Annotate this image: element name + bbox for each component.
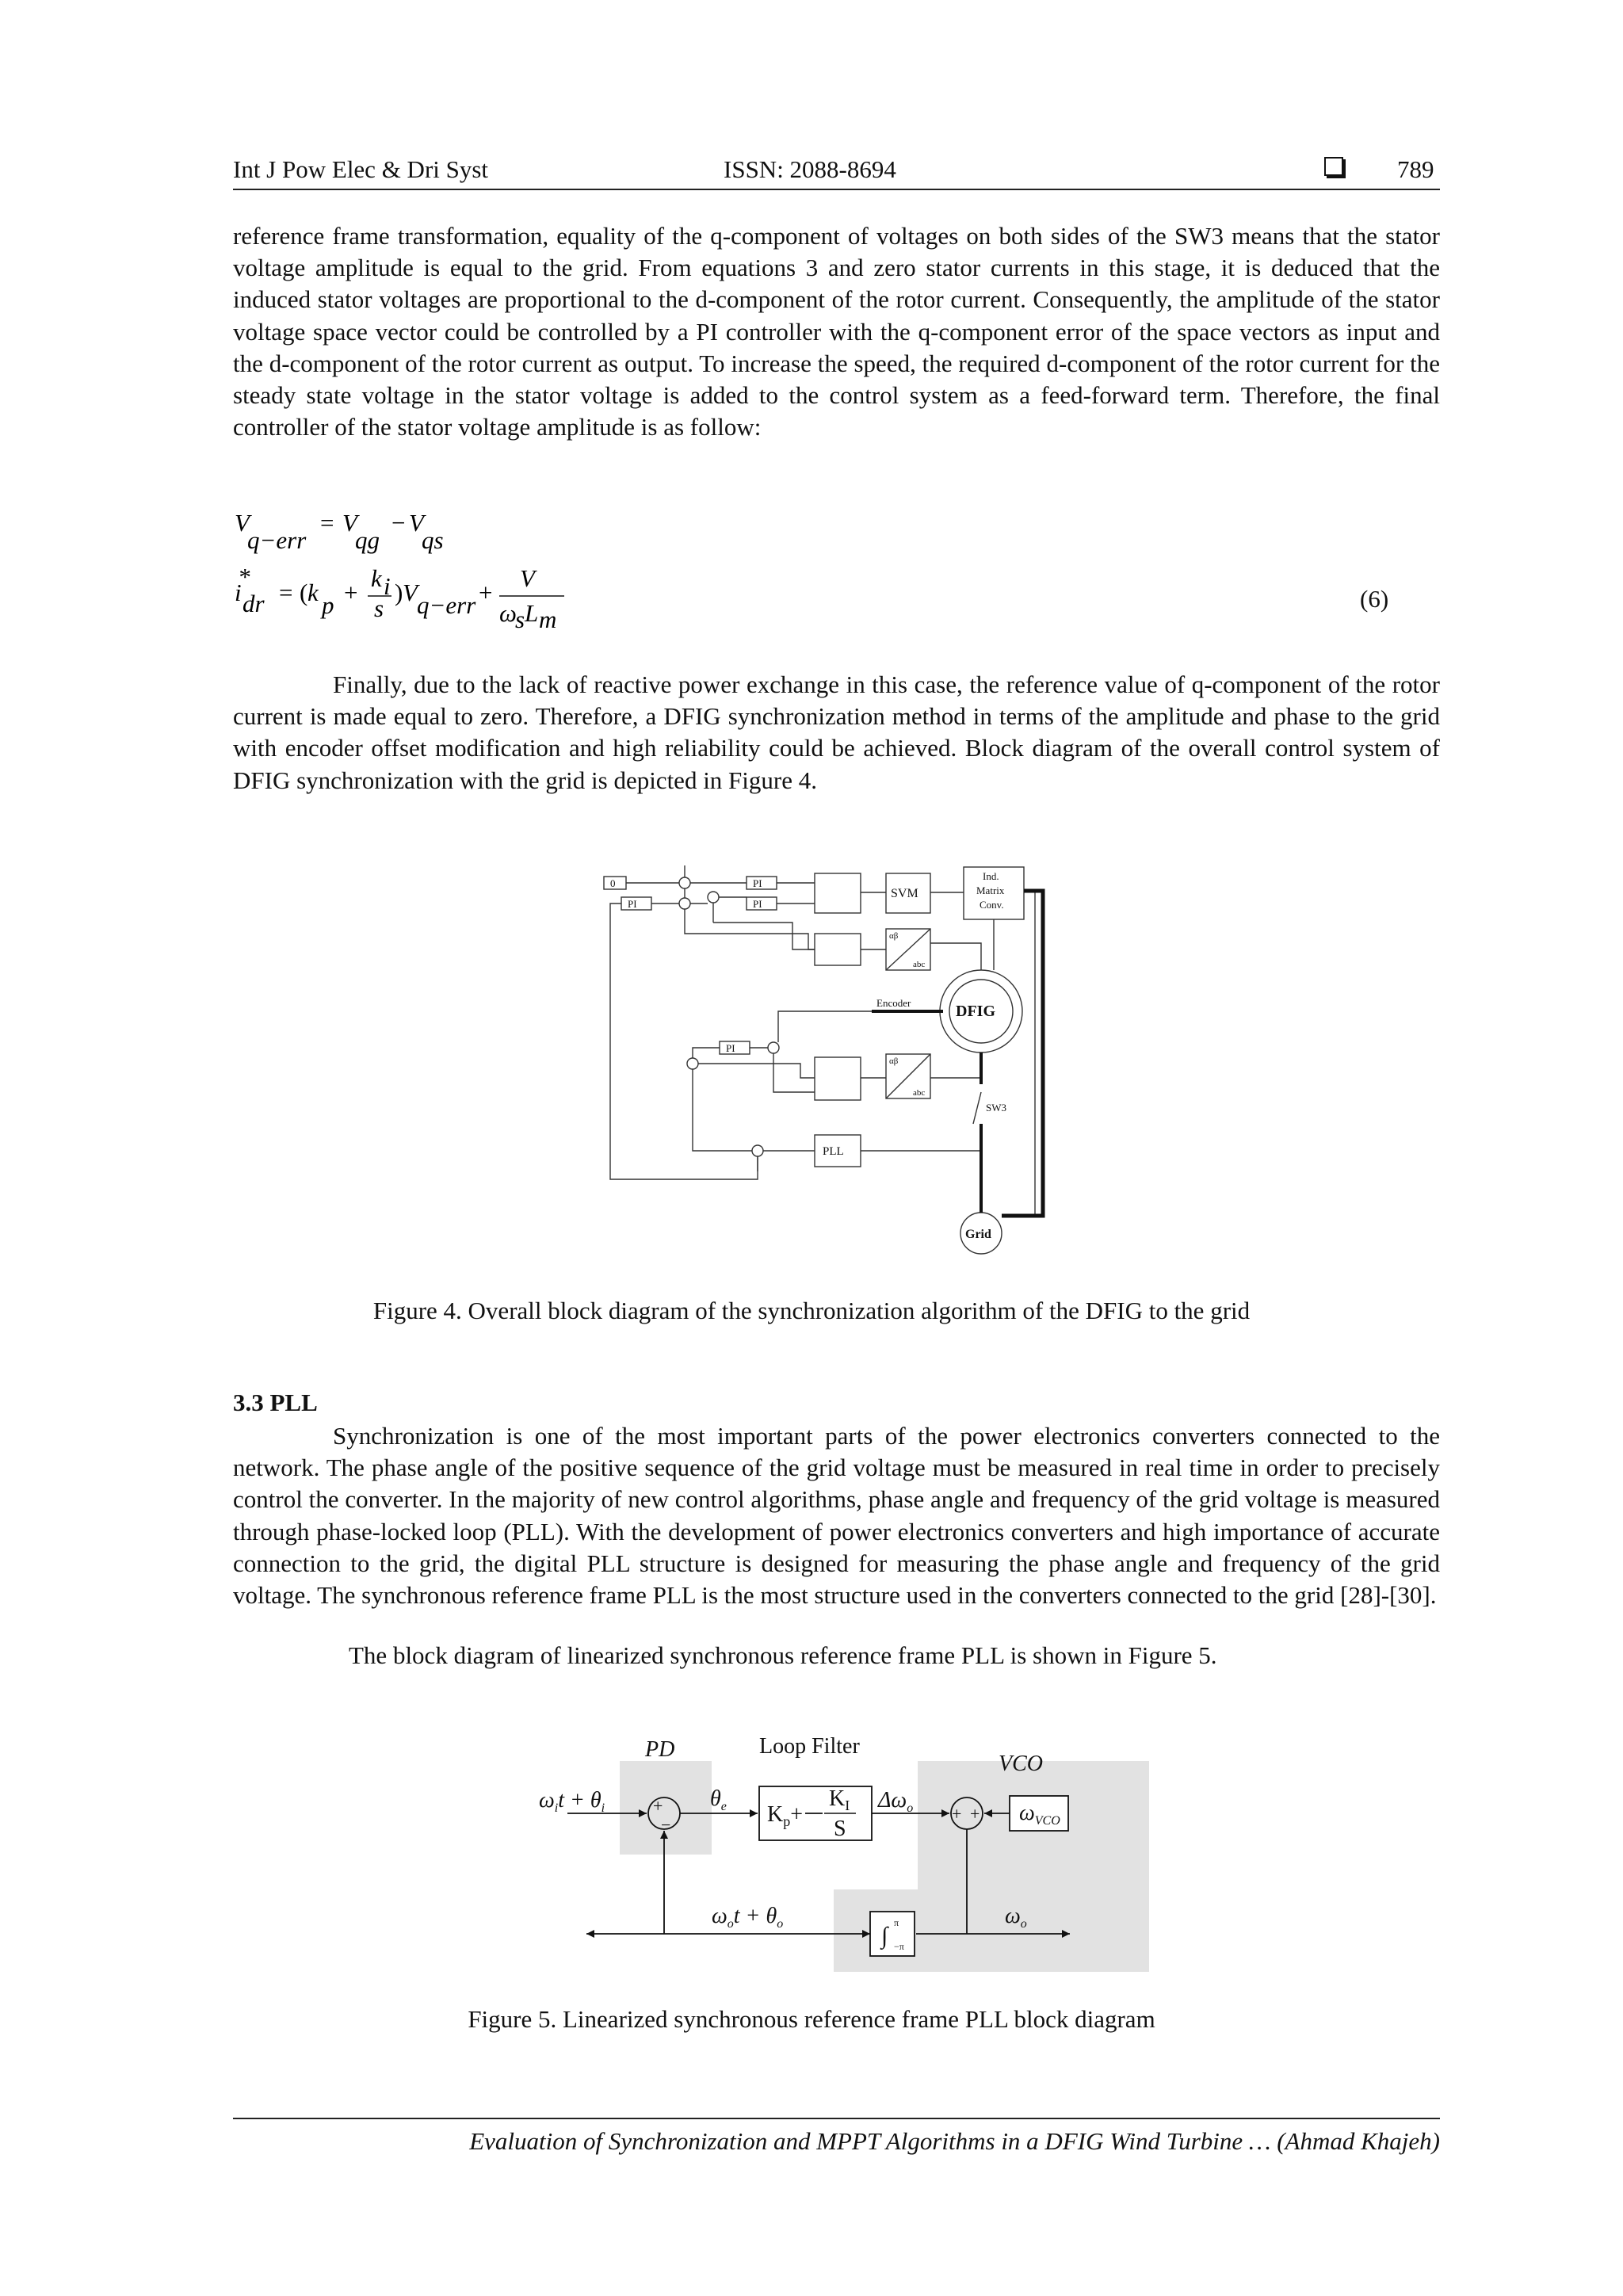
svg-text:(: ( [300, 579, 308, 606]
page-number: 789 [1397, 155, 1434, 183]
svg-text:V: V [520, 564, 535, 592]
svg-text:+: + [952, 1804, 962, 1824]
vco-region [918, 1761, 1149, 1972]
svg-text:KI: $K_I$ [829, 1786, 850, 1813]
svg-text:Δωo: $\Delta\omega_o$ [878, 1788, 914, 1815]
svg-text:ωVCO: $\omega_{VCO}$ [1019, 1801, 1060, 1828]
issn: ISSN: 2088-8694 [724, 155, 896, 183]
paragraph-1: reference frame transformation, equality of the q-component of voltages on both sides of the SW3 means that the stator voltage amplitude is equal to the grid. From equations 3 and zero stator currents in this stage, it is deduced that the induced stator voltages are proportional to the d-component of the rotor current. Consequently, the amplitude of the stator voltage space vector could be controlled by a PI controller with the q-component error of the space vectors as input and the d-component of the rotor current as output. To increase the speed, the required d-component of the rotor current for the steady state voltage in the stator voltage is added to the control system as a feed-forward term. Therefore, the final controller of the stator voltage amplitude is as follow: [233, 222, 1440, 441]
svg-text:π: π [894, 1917, 899, 1928]
svg-text:+: + [970, 1804, 980, 1824]
checkbox-square-icon [1324, 157, 1343, 176]
matrix-label-2: Matrix [976, 884, 1005, 896]
svg-text:k: k [371, 564, 382, 592]
svg-text:ω: ω [499, 599, 517, 627]
zero-label: 0 [610, 877, 616, 889]
equation-6 [233, 507, 788, 642]
dfig-label: DFIG [956, 1003, 995, 1020]
svg-text:+: + [344, 579, 358, 606]
svg-text:=: = [320, 509, 334, 537]
svg-text:): ) [395, 579, 403, 606]
journal-name: Int J Pow Elec & Dri Syst [233, 155, 489, 183]
pi-label-1: PI [628, 898, 637, 910]
svg-text:k: k [307, 579, 319, 606]
vco-label: VCO [999, 1752, 1043, 1776]
pi-label-4: PI [726, 1042, 735, 1054]
svg-text:=: = [279, 579, 293, 606]
svg-text:θe: $\theta_e$ [710, 1786, 727, 1813]
svg-text:V: V [403, 579, 418, 606]
rotation-block-1 [815, 873, 861, 913]
figure-4-caption: Figure 4. Overall block diagram of the synchronization algorithm of the DFIG to the grid [372, 1297, 1251, 1324]
svg-text:V: V [409, 509, 424, 537]
loop-filter-label: Loop Filter [759, 1734, 860, 1759]
svg-text:−: − [391, 509, 406, 537]
pll-label: PLL [823, 1145, 844, 1158]
svg-text:−π: −π [894, 1941, 904, 1952]
figure-5-pll-diagram [539, 1733, 1157, 1980]
pd-region [620, 1761, 712, 1855]
figure-4-block-diagram [602, 854, 1046, 1266]
grid-label: Grid [965, 1228, 991, 1241]
svg-text:+: + [653, 1796, 663, 1816]
svg-text:V: V [235, 509, 250, 537]
svg-text:p: p [322, 591, 334, 619]
rotation-block-2 [815, 934, 861, 965]
svg-text:i: i [384, 572, 391, 600]
header-rule [233, 189, 1440, 190]
matrix-label-1: Ind. [983, 870, 999, 882]
svg-text:V: V [342, 509, 357, 537]
svg-text:ωo: $\omega_o$ [1005, 1904, 1027, 1931]
svg-text:m: m [539, 606, 557, 633]
alpha-beta-label-1: αβ [889, 931, 899, 941]
matrix-label-3: Conv. [980, 899, 1004, 911]
svg-text:s: s [374, 594, 384, 622]
sw3-label: SW3 [986, 1102, 1006, 1114]
section-paragraph-2: The block diagram of linearized synchronous reference frame PLL is shown in Figure 5. [349, 1641, 1217, 1669]
pi-label-2: PI [753, 877, 762, 889]
svg-text:∫: ∫ [881, 1923, 888, 1949]
svg-text:S: S [834, 1817, 846, 1841]
rotation-block-3 [815, 1057, 861, 1100]
svg-text:Kp+: $K_p+$ [767, 1802, 804, 1829]
alpha-beta-label-2: αβ [889, 1056, 899, 1066]
abc-label-2: abc [913, 1088, 926, 1098]
section-heading: 3.3 PLL [233, 1389, 318, 1416]
svg-text:s: s [515, 606, 525, 633]
pd-label: PD [645, 1737, 675, 1762]
svg-text:*: * [238, 563, 250, 590]
paragraph-2: Finally, due to the lack of reactive power exchange in this case, the reference value of q-component of the rotor current is made equal to zero. Therefore, a DFIG synchronization method in terms of the amplitude and phase to the grid with encoder offset modification and high reliability could be achieved. Block diagram of the overall control system of DFIG synchronization with the grid is depicted in Figure 4. [233, 670, 1440, 794]
integrator-block [870, 1912, 915, 1956]
figure-5-caption: Figure 5. Linearized synchronous reference frame PLL block diagram [468, 2005, 1155, 2033]
svg-text:+: + [479, 579, 493, 606]
footer-text: Evaluation of Synchronization and MPPT Algorithms in a DFIG Wind Turbine … (Ahmad Khajeh) [469, 2127, 1440, 2155]
abc-label-1: abc [913, 960, 926, 969]
svg-text:q−err: q−err [247, 526, 307, 554]
encoder-label: Encoder [876, 997, 911, 1009]
svg-text:q−err: q−err [417, 591, 476, 619]
svg-text:dr: dr [242, 590, 265, 617]
svg-text:ωot + θo: $\omega_ot + \theta_o$ [712, 1904, 784, 1931]
section-paragraph-1: Synchronization is one of the most important parts of the power electronics converters connected to the network. The phase angle of the positive sequence of the grid voltage must be measured in real time in order to precisely control the converter. In the majority of new control algorithms, phase angle and frequency of the grid voltage is measured through phase-locked loop (PLL). With the development of power electronics converters and high importance of accurate connection to the grid, the digital PLL structure is designed for measuring the phase angle and frequency of the grid voltage. The synchronous reference frame PLL is the most structure used in the converters connected to the grid [28]-[30]. [233, 1422, 1440, 1610]
svm-label: SVM [891, 887, 918, 900]
svg-text:i: i [235, 579, 242, 606]
svg-text:qg: qg [355, 526, 380, 554]
footer-rule [233, 2118, 1440, 2119]
svg-text:qs: qs [422, 526, 444, 554]
svg-text:ωit + θi: $\omega_it + \theta_i$ [539, 1788, 605, 1815]
svg-text:−: − [661, 1815, 671, 1835]
svg-text:L: L [525, 599, 539, 627]
equation-number: (6) [1360, 585, 1389, 613]
pi-label-3: PI [753, 898, 762, 910]
